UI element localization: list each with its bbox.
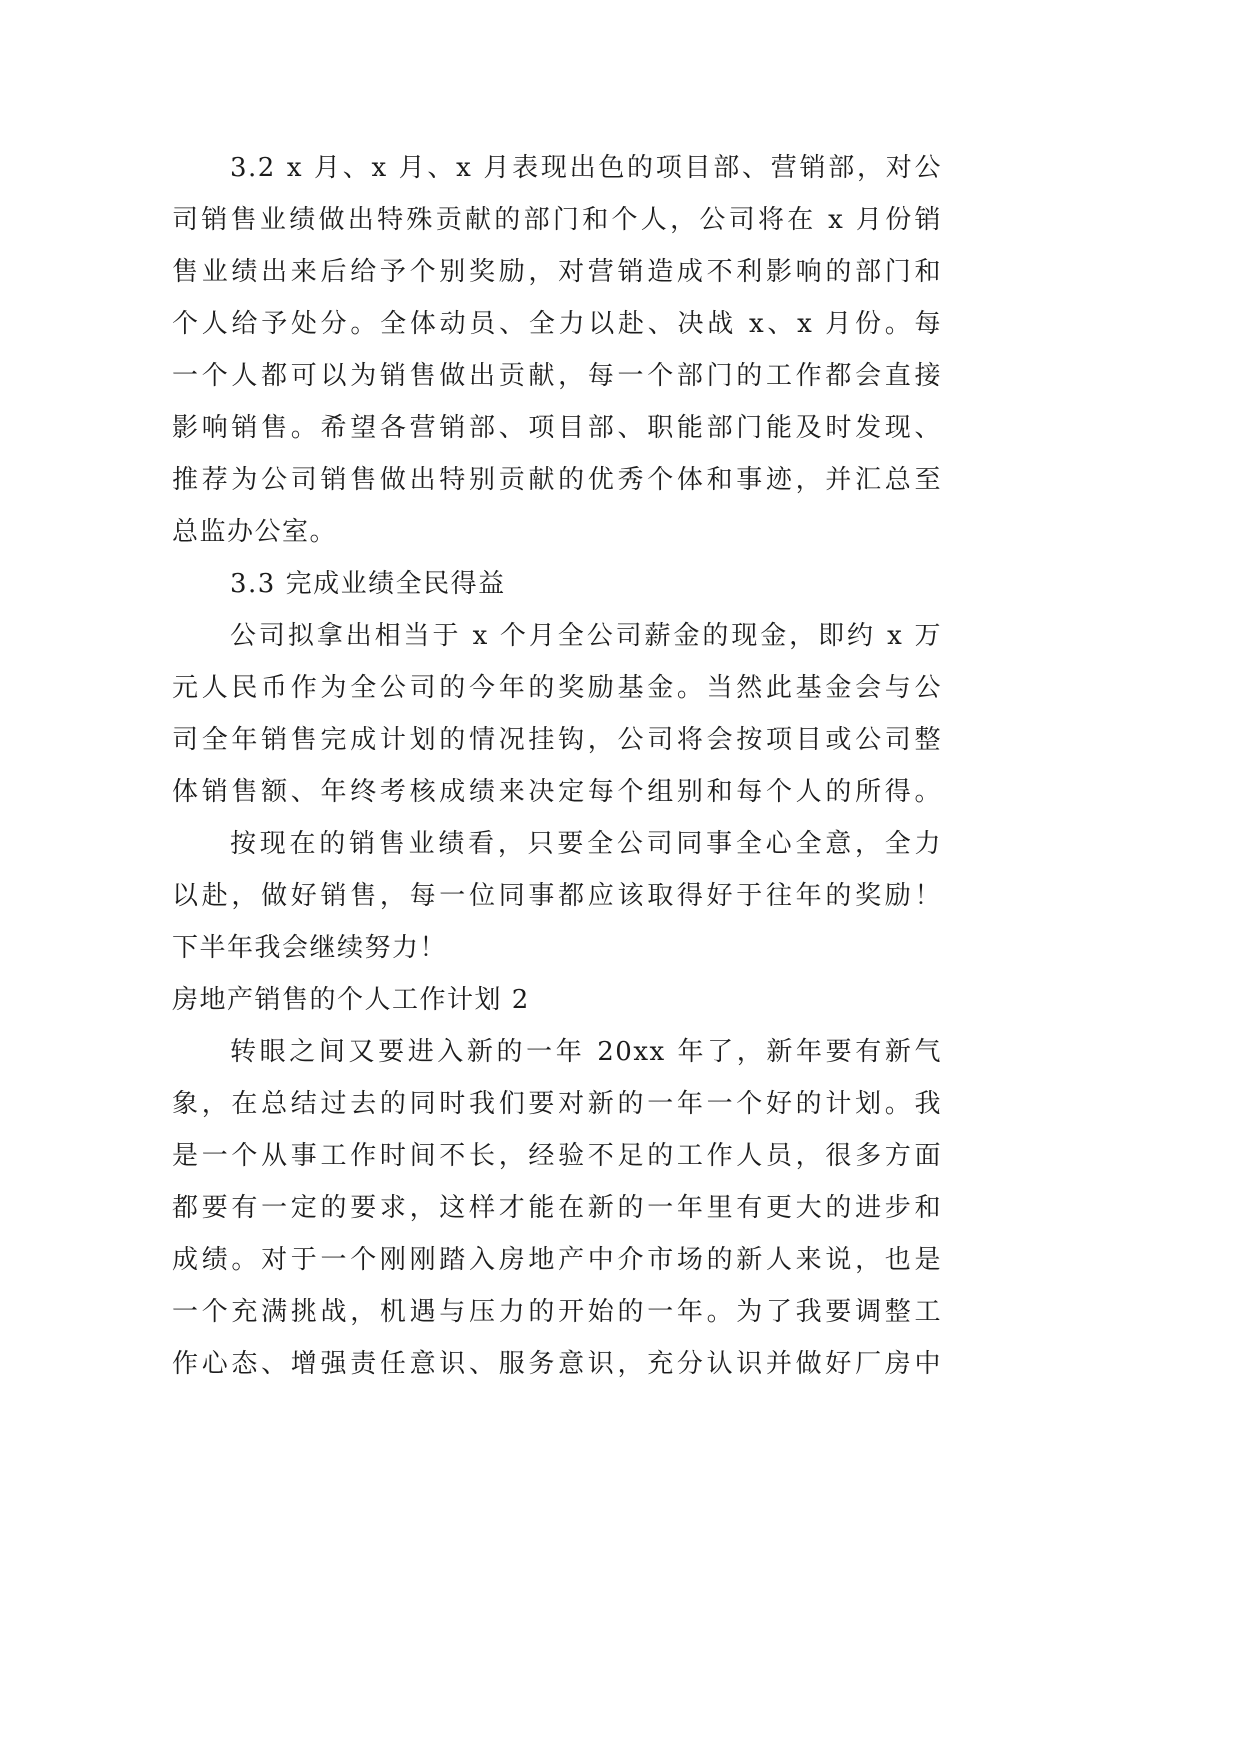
text-line: 转眼之间又要进入新的一年 20xx 年了，新年要有新气 [230, 1037, 942, 1067]
text-line: 元人民币作为全公司的今年的奖励基金。当然此基金会与公 [172, 673, 942, 703]
text-line: 司全年销售完成计划的情况挂钩，公司将会按项目或公司整 [172, 725, 942, 755]
paragraph-3-2 [172, 142, 942, 558]
text-line: 体销售额、年终考核成绩来决定每个组别和每个人的所得。 [172, 777, 942, 807]
text-line: 售业绩出来后给予个别奖励，对营销造成不利影响的部门和 [172, 257, 942, 287]
text-line: 个人给予处分。全体动员、全力以赴、决战 x、x 月份。每 [172, 309, 942, 339]
text-line: 总监办公室。 [172, 517, 338, 547]
text-line: 都要有一定的要求，这样才能在新的一年里有更大的进步和 [172, 1193, 942, 1223]
paragraph-bonus-fund [172, 610, 942, 818]
text-line: 成绩。对于一个刚刚踏入房地产中介市场的新人来说，也是 [172, 1245, 942, 1275]
text-line: 3.2 x 月、x 月、x 月表现出色的项目部、营销部，对公 [230, 153, 942, 183]
paragraph-new-year [172, 1026, 942, 1390]
text-line: 一个人都可以为销售做出贡献，每一个部门的工作都会直接 [172, 361, 942, 391]
text-line: 司销售业绩做出特殊贡献的部门和个人，公司将在 x 月份销 [172, 205, 942, 235]
text-line: 作心态、增强责任意识、服务意识，充分认识并做好厂房中 [172, 1349, 942, 1379]
text-line: 是一个从事工作时间不长，经验不足的工作人员，很多方面 [172, 1141, 942, 1171]
text-line: 公司拟拿出相当于 x 个月全公司薪金的现金，即约 x 万 [230, 621, 942, 651]
text-line: 推荐为公司销售做出特别贡献的优秀个体和事迹，并汇总至 [172, 465, 942, 495]
section-title: 房地产销售的个人工作计划 2 [172, 985, 530, 1015]
subsection-heading-3-3 [172, 558, 942, 610]
text-line: 下半年我会继续努力！ [172, 933, 448, 963]
section-title-block [172, 974, 942, 1026]
text-line: 按现在的销售业绩看，只要全公司同事全心全意，全力 [230, 829, 942, 859]
text-line: 象，在总结过去的同时我们要对新的一年一个好的计划。我 [172, 1089, 942, 1119]
subsection-heading: 3.3 完成业绩全民得益 [230, 569, 506, 599]
text-line: 以赴，做好销售，每一位同事都应该取得好于往年的奖励！ [172, 881, 942, 911]
paragraph-outlook [172, 818, 942, 974]
text-line: 影响销售。希望各营销部、项目部、职能部门能及时发现、 [172, 413, 942, 443]
document-body [172, 142, 942, 1390]
text-line: 一个充满挑战，机遇与压力的开始的一年。为了我要调整工 [172, 1297, 942, 1327]
